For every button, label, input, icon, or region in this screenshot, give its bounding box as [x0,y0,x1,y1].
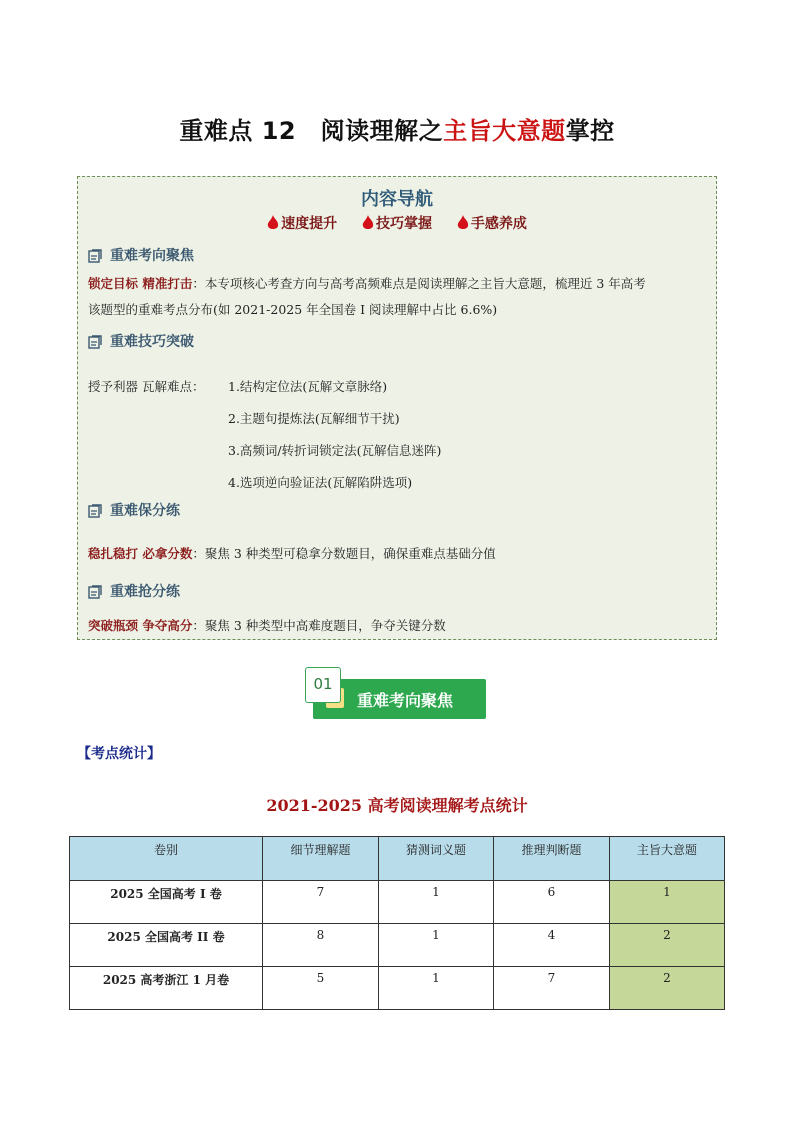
focus-label: 锁定目标 精准打击 [88,276,193,291]
table-row [70,924,725,967]
nav-tag-speed [267,213,337,233]
nav-tag-label: 技巧掌握 [376,216,432,232]
section-title: 重难考向聚焦 [110,248,194,264]
section-badge-number: 01 [305,667,341,703]
section-skills [88,331,194,351]
tool-item: 4.选项逆向验证法(瓦解陷阱选项) [228,475,413,490]
section-title: 重难抢分练 [110,584,180,600]
value-cell: 6 [494,881,610,924]
paper-cell: 2025 全国高考 II 卷 [70,924,263,967]
title-part2: 掌控 [565,117,615,145]
value-cell: 1 [379,924,494,967]
focus-line2: 该题型的重难考点分布(如 2021-2025 年全国卷 I 阅读理解中占比 6.6%) [88,302,498,317]
nav-tag-feel [457,213,527,233]
highlight-value-cell: 2 [610,967,725,1010]
header-cell: 卷别 [70,837,263,881]
nav-tag-label: 手感养成 [470,216,527,232]
kaodian-label: 【考点统计】 [77,746,161,762]
table-row [70,881,725,924]
nav-heading: 内容导航 [361,189,433,210]
section-badge-label: 重难考向聚焦 [357,691,454,710]
header-cell: 细节理解题 [263,837,379,881]
note-icon [88,504,102,518]
value-cell: 7 [494,967,610,1010]
header-cell: 主旨大意题 [610,837,725,881]
header-cell: 推理判断题 [494,837,610,881]
focus-line1: ：本专项核心考查方向与高考高频难点是阅读理解之主旨大意题，梳理近 3 年高考 [192,276,646,291]
value-cell: 5 [263,967,379,1010]
table-header-row [70,837,725,881]
section-title: 重难技巧突破 [110,334,194,350]
table-title: 2021-2025 高考阅读理解考点统计 [266,796,528,815]
tool-item: 2.主题句提炼法(瓦解细节干扰) [228,411,400,426]
nav-tag-skill [362,213,432,233]
paper-cell: 2025 高考浙江 1 月卷 [70,967,263,1010]
focus-paragraph [88,271,708,323]
baofen-text: ：聚焦 3 种类型可稳拿分数题目，确保重难点基础分值 [192,546,496,561]
note-icon [88,585,102,599]
page-title [0,111,794,146]
paper-cell: 2025 全国高考 I 卷 [70,881,263,924]
section-qiangfen [88,581,180,601]
value-cell: 4 [494,924,610,967]
title-part1: 重难点 12 阅读理解之 [179,117,444,145]
nav-tags [78,213,716,233]
section-title: 重难保分练 [110,503,180,519]
qiangfen-label: 突破瓶颈 争夺高分 [88,618,193,633]
tool-item: 3.高频词/转折词锁定法(瓦解信息迷阵) [228,443,442,458]
flame-icon [457,215,469,231]
content-navigation-box [77,176,717,640]
highlight-value-cell: 1 [610,881,725,924]
section-focus [88,245,194,265]
qiangfen-paragraph [88,613,708,639]
header-cell: 猜测词义题 [379,837,494,881]
nav-tag-label: 速度提升 [281,216,338,232]
value-cell: 8 [263,924,379,967]
title-highlight: 主旨大意题 [443,117,566,145]
note-icon [88,335,102,349]
baofen-label: 稳扎稳打 必拿分数 [88,546,193,561]
tool-item: 1.结构定位法(瓦解文章脉络) [228,379,388,394]
flame-icon [362,215,374,231]
section-baofen [88,500,180,520]
note-icon [88,249,102,263]
highlight-value-cell: 2 [610,924,725,967]
baofen-paragraph [88,541,708,567]
flame-icon [267,215,279,231]
value-cell: 1 [379,881,494,924]
qiangfen-text: ：聚焦 3 种类型中高难度题目，争夺关键分数 [192,618,446,633]
value-cell: 7 [263,881,379,924]
value-cell: 1 [379,967,494,1010]
table-row [70,967,725,1010]
stats-table [69,836,725,1010]
tools-label: 授予利器 瓦解难点： [88,379,205,394]
